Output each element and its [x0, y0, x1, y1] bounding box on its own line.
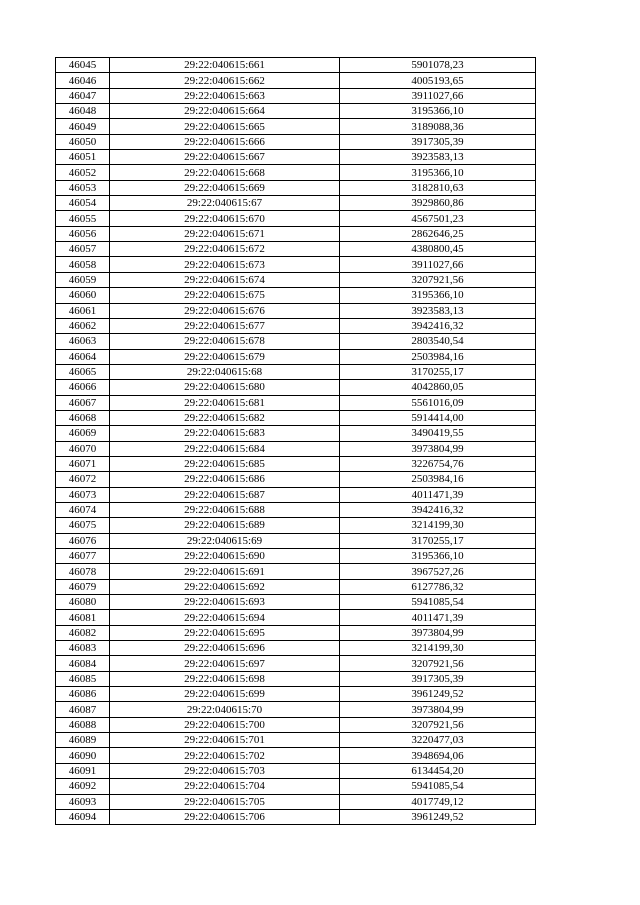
- cadastral-value-cell: 6127786,32: [340, 579, 536, 594]
- cadastral-number-cell: 29:22:040615:692: [110, 579, 340, 594]
- cadastral-number-cell: 29:22:040615:705: [110, 794, 340, 809]
- table-row: [56, 595, 536, 610]
- cadastral-number-cell: 29:22:040615:696: [110, 641, 340, 656]
- cadastral-value-cell: 3967527,26: [340, 564, 536, 579]
- row-number-cell: 46064: [56, 349, 110, 364]
- table-row: [56, 702, 536, 717]
- cadastral-number-cell: 29:22:040615:663: [110, 88, 340, 103]
- table-row: [56, 303, 536, 318]
- cadastral-value-cell: 3195366,10: [340, 288, 536, 303]
- cadastral-value-cell: 3973804,99: [340, 441, 536, 456]
- table-row: [56, 334, 536, 349]
- cadastral-value-cell: 3189088,36: [340, 119, 536, 134]
- table-row: [56, 364, 536, 379]
- table-row: [56, 196, 536, 211]
- row-number-cell: 46075: [56, 518, 110, 533]
- cadastral-number-cell: 29:22:040615:668: [110, 165, 340, 180]
- table-row: [56, 73, 536, 88]
- cadastral-value-cell: 2803540,54: [340, 334, 536, 349]
- row-number-cell: 46090: [56, 748, 110, 763]
- cadastral-value-cell: 6134454,20: [340, 763, 536, 778]
- cadastral-value-cell: 3961249,52: [340, 687, 536, 702]
- cadastral-number-cell: 29:22:040615:669: [110, 180, 340, 195]
- cadastral-value-cell: 3917305,39: [340, 134, 536, 149]
- row-number-cell: 46068: [56, 410, 110, 425]
- row-number-cell: 46050: [56, 134, 110, 149]
- table-row: [56, 441, 536, 456]
- cadastral-number-cell: 29:22:040615:674: [110, 272, 340, 287]
- table-row: [56, 58, 536, 73]
- cadastral-value-cell: 3917305,39: [340, 671, 536, 686]
- row-number-cell: 46070: [56, 441, 110, 456]
- row-number-cell: 46069: [56, 426, 110, 441]
- cadastral-number-cell: 29:22:040615:670: [110, 211, 340, 226]
- row-number-cell: 46094: [56, 809, 110, 824]
- cadastral-number-cell: 29:22:040615:683: [110, 426, 340, 441]
- cadastral-number-cell: 29:22:040615:684: [110, 441, 340, 456]
- cadastral-value-cell: 3214199,30: [340, 641, 536, 656]
- cadastral-value-cell: 5561016,09: [340, 395, 536, 410]
- row-number-cell: 46079: [56, 579, 110, 594]
- row-number-cell: 46067: [56, 395, 110, 410]
- table-row: [56, 564, 536, 579]
- cadastral-number-cell: 29:22:040615:687: [110, 487, 340, 502]
- row-number-cell: 46073: [56, 487, 110, 502]
- row-number-cell: 46076: [56, 533, 110, 548]
- table-row: [56, 456, 536, 471]
- table-row: [56, 119, 536, 134]
- cadastral-number-cell: 29:22:040615:681: [110, 395, 340, 410]
- cadastral-number-cell: 29:22:040615:706: [110, 809, 340, 824]
- cadastral-value-cell: 3911027,66: [340, 257, 536, 272]
- cadastral-value-table: [55, 57, 536, 825]
- row-number-cell: 46061: [56, 303, 110, 318]
- cadastral-value-cell: 3973804,99: [340, 625, 536, 640]
- row-number-cell: 46062: [56, 318, 110, 333]
- cadastral-value-cell: 3207921,56: [340, 656, 536, 671]
- row-number-cell: 46088: [56, 717, 110, 732]
- row-number-cell: 46045: [56, 58, 110, 73]
- cadastral-number-cell: 29:22:040615:673: [110, 257, 340, 272]
- cadastral-value-cell: 3942416,32: [340, 502, 536, 517]
- cadastral-value-cell: 2503984,16: [340, 472, 536, 487]
- row-number-cell: 46065: [56, 364, 110, 379]
- table-row: [56, 104, 536, 119]
- cadastral-number-cell: 29:22:040615:67: [110, 196, 340, 211]
- table-row: [56, 579, 536, 594]
- cadastral-value-cell: 4011471,39: [340, 610, 536, 625]
- cadastral-number-cell: 29:22:040615:679: [110, 349, 340, 364]
- cadastral-value-cell: 3207921,56: [340, 272, 536, 287]
- cadastral-number-cell: 29:22:040615:694: [110, 610, 340, 625]
- row-number-cell: 46083: [56, 641, 110, 656]
- row-number-cell: 46051: [56, 150, 110, 165]
- cadastral-value-cell: 2862646,25: [340, 226, 536, 241]
- row-number-cell: 46074: [56, 502, 110, 517]
- table-row: [56, 610, 536, 625]
- row-number-cell: 46082: [56, 625, 110, 640]
- cadastral-value-cell: 3911027,66: [340, 88, 536, 103]
- cadastral-value-cell: 3923583,13: [340, 303, 536, 318]
- cadastral-number-cell: 29:22:040615:666: [110, 134, 340, 149]
- cadastral-value-cell: 3170255,17: [340, 533, 536, 548]
- cadastral-value-cell: 3195366,10: [340, 104, 536, 119]
- table-row: [56, 318, 536, 333]
- row-number-cell: 46049: [56, 119, 110, 134]
- cadastral-number-cell: 29:22:040615:685: [110, 456, 340, 471]
- table-row: [56, 150, 536, 165]
- table-row: [56, 88, 536, 103]
- row-number-cell: 46057: [56, 242, 110, 257]
- cadastral-number-cell: 29:22:040615:675: [110, 288, 340, 303]
- table-row: [56, 257, 536, 272]
- row-number-cell: 46084: [56, 656, 110, 671]
- row-number-cell: 46077: [56, 549, 110, 564]
- table-row: [56, 288, 536, 303]
- cadastral-number-cell: 29:22:040615:682: [110, 410, 340, 425]
- cadastral-number-cell: 29:22:040615:693: [110, 595, 340, 610]
- row-number-cell: 46053: [56, 180, 110, 195]
- cadastral-number-cell: 29:22:040615:703: [110, 763, 340, 778]
- cadastral-value-cell: 4011471,39: [340, 487, 536, 502]
- row-number-cell: 46054: [56, 196, 110, 211]
- cadastral-number-cell: 29:22:040615:664: [110, 104, 340, 119]
- cadastral-number-cell: 29:22:040615:667: [110, 150, 340, 165]
- cadastral-number-cell: 29:22:040615:671: [110, 226, 340, 241]
- cadastral-value-cell: 3923583,13: [340, 150, 536, 165]
- cadastral-value-cell: 3170255,17: [340, 364, 536, 379]
- table-body: [56, 58, 536, 825]
- cadastral-number-cell: 29:22:040615:68: [110, 364, 340, 379]
- cadastral-number-cell: 29:22:040615:678: [110, 334, 340, 349]
- row-number-cell: 46092: [56, 779, 110, 794]
- cadastral-value-cell: 4567501,23: [340, 211, 536, 226]
- cadastral-value-cell: 4005193,65: [340, 73, 536, 88]
- table-row: [56, 165, 536, 180]
- cadastral-value-cell: 5941085,54: [340, 595, 536, 610]
- cadastral-number-cell: 29:22:040615:69: [110, 533, 340, 548]
- cadastral-value-cell: 3182810,63: [340, 180, 536, 195]
- table-row: [56, 272, 536, 287]
- cadastral-value-cell: 3207921,56: [340, 717, 536, 732]
- table-row: [56, 349, 536, 364]
- row-number-cell: 46078: [56, 564, 110, 579]
- cadastral-value-cell: 3195366,10: [340, 165, 536, 180]
- cadastral-number-cell: 29:22:040615:688: [110, 502, 340, 517]
- row-number-cell: 46086: [56, 687, 110, 702]
- cadastral-value-cell: 3961249,52: [340, 809, 536, 824]
- table-row: [56, 656, 536, 671]
- row-number-cell: 46089: [56, 733, 110, 748]
- cadastral-number-cell: 29:22:040615:665: [110, 119, 340, 134]
- row-number-cell: 46059: [56, 272, 110, 287]
- table-row: [56, 687, 536, 702]
- row-number-cell: 46091: [56, 763, 110, 778]
- table-row: [56, 426, 536, 441]
- table-row: [56, 733, 536, 748]
- cadastral-value-cell: 3490419,55: [340, 426, 536, 441]
- row-number-cell: 46066: [56, 380, 110, 395]
- cadastral-number-cell: 29:22:040615:704: [110, 779, 340, 794]
- table-row: [56, 211, 536, 226]
- cadastral-value-cell: 3948694,06: [340, 748, 536, 763]
- cadastral-value-cell: 3226754,76: [340, 456, 536, 471]
- row-number-cell: 46071: [56, 456, 110, 471]
- table-row: [56, 641, 536, 656]
- cadastral-value-cell: 4017749,12: [340, 794, 536, 809]
- cadastral-value-cell: 3220477,03: [340, 733, 536, 748]
- row-number-cell: 46056: [56, 226, 110, 241]
- table-row: [56, 380, 536, 395]
- table-row: [56, 395, 536, 410]
- table-row: [56, 487, 536, 502]
- cadastral-value-cell: 3973804,99: [340, 702, 536, 717]
- table-row: [56, 533, 536, 548]
- cadastral-value-cell: 4042860,05: [340, 380, 536, 395]
- table-row: [56, 180, 536, 195]
- row-number-cell: 46087: [56, 702, 110, 717]
- table-row: [56, 242, 536, 257]
- row-number-cell: 46046: [56, 73, 110, 88]
- cadastral-value-cell: 5914414,00: [340, 410, 536, 425]
- cadastral-number-cell: 29:22:040615:699: [110, 687, 340, 702]
- table-row: [56, 134, 536, 149]
- table-row: [56, 794, 536, 809]
- table-row: [56, 472, 536, 487]
- table-row: [56, 763, 536, 778]
- cadastral-value-cell: 3942416,32: [340, 318, 536, 333]
- table-row: [56, 779, 536, 794]
- cadastral-number-cell: 29:22:040615:698: [110, 671, 340, 686]
- row-number-cell: 46060: [56, 288, 110, 303]
- row-number-cell: 46093: [56, 794, 110, 809]
- table-row: [56, 809, 536, 824]
- cadastral-number-cell: 29:22:040615:661: [110, 58, 340, 73]
- cadastral-number-cell: 29:22:040615:697: [110, 656, 340, 671]
- table-row: [56, 518, 536, 533]
- cadastral-number-cell: 29:22:040615:676: [110, 303, 340, 318]
- table-row: [56, 226, 536, 241]
- row-number-cell: 46072: [56, 472, 110, 487]
- cadastral-value-cell: 3929860,86: [340, 196, 536, 211]
- row-number-cell: 46080: [56, 595, 110, 610]
- cadastral-number-cell: 29:22:040615:686: [110, 472, 340, 487]
- cadastral-value-cell: 5941085,54: [340, 779, 536, 794]
- table-row: [56, 625, 536, 640]
- row-number-cell: 46063: [56, 334, 110, 349]
- cadastral-value-cell: 4380800,45: [340, 242, 536, 257]
- row-number-cell: 46085: [56, 671, 110, 686]
- row-number-cell: 46047: [56, 88, 110, 103]
- cadastral-number-cell: 29:22:040615:689: [110, 518, 340, 533]
- row-number-cell: 46058: [56, 257, 110, 272]
- cadastral-number-cell: 29:22:040615:702: [110, 748, 340, 763]
- cadastral-number-cell: 29:22:040615:700: [110, 717, 340, 732]
- cadastral-number-cell: 29:22:040615:695: [110, 625, 340, 640]
- cadastral-number-cell: 29:22:040615:691: [110, 564, 340, 579]
- cadastral-number-cell: 29:22:040615:690: [110, 549, 340, 564]
- cadastral-number-cell: 29:22:040615:701: [110, 733, 340, 748]
- table-row: [56, 502, 536, 517]
- document-page: [55, 57, 535, 825]
- cadastral-number-cell: 29:22:040615:677: [110, 318, 340, 333]
- cadastral-number-cell: 29:22:040615:70: [110, 702, 340, 717]
- cadastral-number-cell: 29:22:040615:672: [110, 242, 340, 257]
- row-number-cell: 46048: [56, 104, 110, 119]
- table-row: [56, 717, 536, 732]
- cadastral-value-cell: 3214199,30: [340, 518, 536, 533]
- table-row: [56, 549, 536, 564]
- table-row: [56, 671, 536, 686]
- cadastral-number-cell: 29:22:040615:662: [110, 73, 340, 88]
- cadastral-value-cell: 2503984,16: [340, 349, 536, 364]
- cadastral-number-cell: 29:22:040615:680: [110, 380, 340, 395]
- table-row: [56, 410, 536, 425]
- cadastral-value-cell: 3195366,10: [340, 549, 536, 564]
- table-row: [56, 748, 536, 763]
- cadastral-value-cell: 5901078,23: [340, 58, 536, 73]
- row-number-cell: 46081: [56, 610, 110, 625]
- row-number-cell: 46052: [56, 165, 110, 180]
- row-number-cell: 46055: [56, 211, 110, 226]
